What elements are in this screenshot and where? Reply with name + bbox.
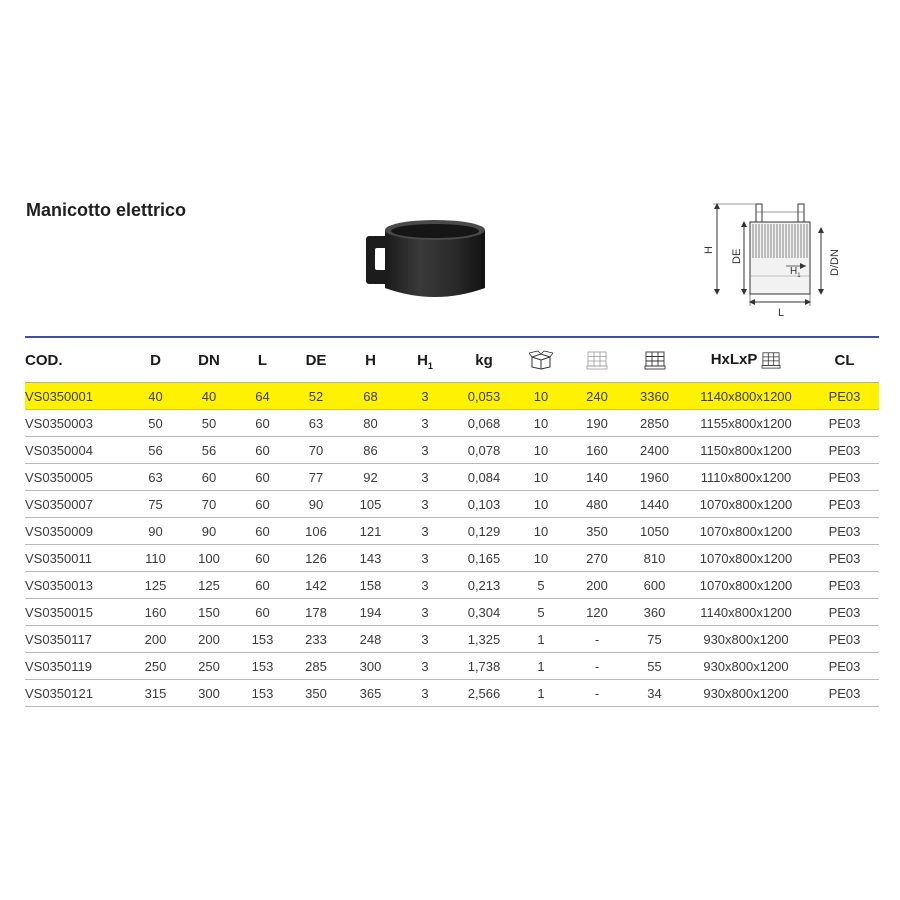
cell-hxlxp: 1070x800x1200	[682, 491, 810, 518]
diagram-label-h1: H	[790, 266, 798, 277]
table-row	[25, 545, 879, 572]
cell-l: 153	[237, 680, 288, 707]
col-header-de: DE	[288, 337, 344, 383]
col-header-pallet-layer	[567, 337, 627, 383]
table-row	[25, 464, 879, 491]
cell-h1: 3	[397, 437, 453, 464]
cell-dn: 125	[181, 572, 237, 599]
cell-l: 60	[237, 599, 288, 626]
cell-h: 143	[344, 545, 397, 572]
cell-d: 90	[130, 518, 181, 545]
table-row	[25, 653, 879, 680]
cell-h1: 3	[397, 545, 453, 572]
cell-box-qty: 10	[515, 383, 567, 410]
cell-dn: 50	[181, 410, 237, 437]
cell-dn: 300	[181, 680, 237, 707]
cell-h1: 3	[397, 383, 453, 410]
cell-kg: 0,213	[453, 572, 515, 599]
col-header-h: H	[344, 337, 397, 383]
cell-de: 77	[288, 464, 344, 491]
cell-l: 60	[237, 518, 288, 545]
cell-de: 106	[288, 518, 344, 545]
cell-hxlxp: 1070x800x1200	[682, 572, 810, 599]
cell-l: 60	[237, 410, 288, 437]
cell-h1: 3	[397, 680, 453, 707]
cell-d: 110	[130, 545, 181, 572]
cell-l: 60	[237, 491, 288, 518]
pallet-icon	[761, 351, 781, 369]
cell-dn: 250	[181, 653, 237, 680]
cell-cl: PE03	[810, 410, 879, 437]
cell-layer-qty: 480	[567, 491, 627, 518]
cell-layer-qty: 140	[567, 464, 627, 491]
diagram-label-l: L	[778, 307, 785, 319]
cell-box-qty: 1	[515, 626, 567, 653]
cell-l: 60	[237, 572, 288, 599]
cell-d: 40	[130, 383, 181, 410]
cell-pallet-qty: 2400	[627, 437, 682, 464]
col-header-hxlxp	[682, 337, 810, 383]
cell-h1: 3	[397, 518, 453, 545]
cell-h: 121	[344, 518, 397, 545]
cell-d: 63	[130, 464, 181, 491]
cell-dn: 200	[181, 626, 237, 653]
cell-kg: 0,304	[453, 599, 515, 626]
cell-layer-qty: 270	[567, 545, 627, 572]
col-header-h1	[397, 337, 453, 383]
cell-de: 126	[288, 545, 344, 572]
cell-h: 194	[344, 599, 397, 626]
table-row	[25, 437, 879, 464]
cell-hxlxp: 1155x800x1200	[682, 410, 810, 437]
cell-cod: VS0350119	[25, 653, 130, 680]
page-title: Manicotto elettrico	[26, 200, 187, 220]
cell-d: 125	[130, 572, 181, 599]
diagram-label-h1-sub: 1	[797, 273, 801, 279]
cell-kg: 2,566	[453, 680, 515, 707]
cell-h1: 3	[397, 626, 453, 653]
technical-diagram	[700, 198, 850, 320]
cell-h: 68	[344, 383, 397, 410]
col-header-cl: CL	[810, 337, 879, 383]
product-photo	[363, 214, 489, 302]
col-header-pallet	[627, 337, 682, 383]
cell-h1: 3	[397, 410, 453, 437]
cell-h: 300	[344, 653, 397, 680]
cell-layer-qty: -	[567, 626, 627, 653]
cell-cl: PE03	[810, 491, 879, 518]
cell-cl: PE03	[810, 572, 879, 599]
cell-d: 160	[130, 599, 181, 626]
cell-layer-qty: 160	[567, 437, 627, 464]
cell-cod: VS0350005	[25, 464, 130, 491]
cell-hxlxp: 1140x800x1200	[682, 383, 810, 410]
cell-layer-qty: 120	[567, 599, 627, 626]
cell-layer-qty: 240	[567, 383, 627, 410]
cell-box-qty: 10	[515, 545, 567, 572]
cell-l: 60	[237, 545, 288, 572]
col-header-hxlxp-label: HxLxP	[710, 350, 758, 368]
cell-dn: 70	[181, 491, 237, 518]
cell-de: 142	[288, 572, 344, 599]
cell-de: 52	[288, 383, 344, 410]
cell-layer-qty: 200	[567, 572, 627, 599]
cell-cod: VS0350011	[25, 545, 130, 572]
cell-hxlxp: 1150x800x1200	[682, 437, 810, 464]
cell-d: 56	[130, 437, 181, 464]
cell-cl: PE03	[810, 518, 879, 545]
col-header-h1-label: H	[417, 351, 428, 369]
cell-cl: PE03	[810, 680, 879, 707]
diagram-label-h: H	[703, 246, 715, 254]
cell-layer-qty: -	[567, 653, 627, 680]
cell-kg: 1,738	[453, 653, 515, 680]
cell-cod: VS0350004	[25, 437, 130, 464]
cell-d: 200	[130, 626, 181, 653]
cell-cod: VS0350013	[25, 572, 130, 599]
cell-d: 250	[130, 653, 181, 680]
cell-pallet-qty: 600	[627, 572, 682, 599]
cell-kg: 1,325	[453, 626, 515, 653]
cell-box-qty: 10	[515, 464, 567, 491]
col-header-kg: kg	[453, 337, 515, 383]
cell-box-qty: 10	[515, 518, 567, 545]
cell-h1: 3	[397, 599, 453, 626]
cell-hxlxp: 930x800x1200	[682, 653, 810, 680]
cell-cl: PE03	[810, 545, 879, 572]
cell-de: 350	[288, 680, 344, 707]
specs-table	[25, 336, 879, 707]
cell-layer-qty: 350	[567, 518, 627, 545]
cell-cod: VS0350015	[25, 599, 130, 626]
cell-h: 248	[344, 626, 397, 653]
cell-kg: 0,103	[453, 491, 515, 518]
cell-pallet-qty: 810	[627, 545, 682, 572]
col-header-box	[515, 337, 567, 383]
cell-dn: 90	[181, 518, 237, 545]
col-header-dn: DN	[181, 337, 237, 383]
cell-pallet-qty: 3360	[627, 383, 682, 410]
pallet-layer-icon	[586, 350, 608, 370]
cell-cl: PE03	[810, 437, 879, 464]
cell-dn: 60	[181, 464, 237, 491]
table-row	[25, 491, 879, 518]
cell-pallet-qty: 34	[627, 680, 682, 707]
cell-pallet-qty: 75	[627, 626, 682, 653]
cell-h1: 3	[397, 491, 453, 518]
cell-l: 153	[237, 626, 288, 653]
table-row	[25, 599, 879, 626]
cell-h1: 3	[397, 464, 453, 491]
cell-cod: VS0350009	[25, 518, 130, 545]
cell-cl: PE03	[810, 383, 879, 410]
cell-cl: PE03	[810, 626, 879, 653]
cell-h: 365	[344, 680, 397, 707]
pallet-icon	[644, 350, 666, 370]
cell-box-qty: 5	[515, 572, 567, 599]
cell-cl: PE03	[810, 599, 879, 626]
cell-h: 158	[344, 572, 397, 599]
cell-dn: 40	[181, 383, 237, 410]
cell-d: 75	[130, 491, 181, 518]
cell-pallet-qty: 1440	[627, 491, 682, 518]
cell-l: 153	[237, 653, 288, 680]
cell-kg: 0,084	[453, 464, 515, 491]
cell-layer-qty: 190	[567, 410, 627, 437]
col-header-h1-sub: 1	[427, 360, 433, 371]
cell-cod: VS0350121	[25, 680, 130, 707]
cell-h1: 3	[397, 572, 453, 599]
cell-box-qty: 1	[515, 653, 567, 680]
cell-kg: 0,068	[453, 410, 515, 437]
cell-cl: PE03	[810, 653, 879, 680]
cell-cod: VS0350001	[25, 383, 130, 410]
cell-kg: 0,165	[453, 545, 515, 572]
col-header-d: D	[130, 337, 181, 383]
cell-hxlxp: 1110x800x1200	[682, 464, 810, 491]
cell-hxlxp: 1070x800x1200	[682, 545, 810, 572]
cell-l: 60	[237, 464, 288, 491]
table-header-row	[25, 337, 879, 383]
cell-de: 63	[288, 410, 344, 437]
cell-box-qty: 10	[515, 410, 567, 437]
cell-h: 86	[344, 437, 397, 464]
cell-de: 178	[288, 599, 344, 626]
cell-pallet-qty: 1050	[627, 518, 682, 545]
cell-pallet-qty: 55	[627, 653, 682, 680]
cell-d: 50	[130, 410, 181, 437]
cell-l: 60	[237, 437, 288, 464]
cell-dn: 100	[181, 545, 237, 572]
cell-h: 105	[344, 491, 397, 518]
cell-h: 80	[344, 410, 397, 437]
cell-de: 285	[288, 653, 344, 680]
cell-kg: 0,129	[453, 518, 515, 545]
cell-box-qty: 10	[515, 491, 567, 518]
cell-layer-qty: -	[567, 680, 627, 707]
cell-pallet-qty: 1960	[627, 464, 682, 491]
cell-kg: 0,078	[453, 437, 515, 464]
table-row	[25, 572, 879, 599]
diagram-label-de: DE	[731, 248, 743, 264]
cell-cod: VS0350003	[25, 410, 130, 437]
cell-hxlxp: 1140x800x1200	[682, 599, 810, 626]
cell-pallet-qty: 360	[627, 599, 682, 626]
cell-cod: VS0350117	[25, 626, 130, 653]
cell-dn: 56	[181, 437, 237, 464]
cell-hxlxp: 930x800x1200	[682, 680, 810, 707]
cell-kg: 0,053	[453, 383, 515, 410]
box-icon	[529, 350, 553, 370]
cell-l: 64	[237, 383, 288, 410]
table-row	[25, 626, 879, 653]
col-header-cod: COD.	[25, 337, 130, 383]
cell-pallet-qty: 2850	[627, 410, 682, 437]
table-row	[25, 680, 879, 707]
table-row	[25, 410, 879, 437]
cell-d: 315	[130, 680, 181, 707]
cell-box-qty: 10	[515, 437, 567, 464]
cell-cl: PE03	[810, 464, 879, 491]
cell-hxlxp: 1070x800x1200	[682, 518, 810, 545]
cell-box-qty: 5	[515, 599, 567, 626]
cell-box-qty: 1	[515, 680, 567, 707]
cell-hxlxp: 930x800x1200	[682, 626, 810, 653]
table-row	[25, 518, 879, 545]
cell-h: 92	[344, 464, 397, 491]
cell-de: 90	[288, 491, 344, 518]
diagram-label-d-dn: D/DN	[829, 249, 841, 276]
cell-de: 70	[288, 437, 344, 464]
cell-cod: VS0350007	[25, 491, 130, 518]
cell-de: 233	[288, 626, 344, 653]
col-header-l: L	[237, 337, 288, 383]
cell-dn: 150	[181, 599, 237, 626]
cell-h1: 3	[397, 653, 453, 680]
table-row	[25, 383, 879, 410]
